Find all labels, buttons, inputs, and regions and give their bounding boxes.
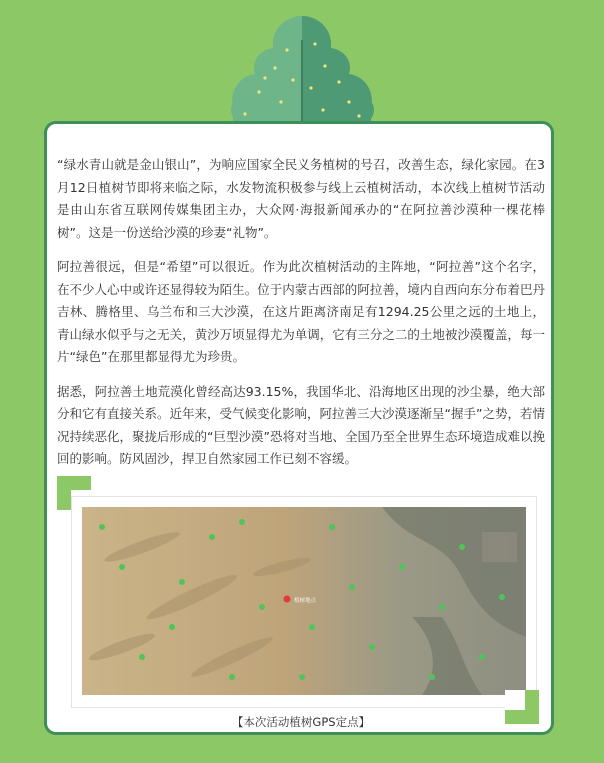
map-pin-icon [284,596,291,603]
article-body [57,154,545,483]
map-pin-label: 植树地点 [294,598,317,604]
paragraph-1: “绿水青山就是金山银山”，为响应国家全民义务植树的号召，改善生态，绿化家园。在3月12日植树节即将来临之际，水发物流积极参与线上云植树活动，本次线上植树节活动是由山东省互联网传媒集团主办，大众网·海报新闻承办的“在阿拉善沙漠种一棵花棒树”。这是一份送给沙漠的珍妻“礼物”。 [57,157,545,240]
tree-icon [215,10,390,128]
paragraph-2: 阿拉善很远，但是“希望”可以很近。作为此次植树活动的主阵地，“阿拉善”这个名字，在不少人心中或许还显得较为陌生。位于内蒙古西部的阿拉善，境内自西向东分布着巴丹吉林、腾格里、乌兰布和三大沙漠，在这片距离济南足有1294.25公里之远的土地上，青山绿水似乎与之无关，黄沙万顷显得尤为单调，它有三分之二的土地被沙漠覆盖，每一片“绿色”在那里都显得尤为珍贵。 [57,259,545,364]
photo-frame [71,496,537,708]
satellite-map-image [82,507,526,695]
figure-caption: 【本次活动植树GPS定点】 [231,715,371,729]
paragraph-3: 据悉，阿拉善土地荒漠化曾经高达93.15%，我国华北、沿海地区出现的沙尘暴，绝大部分和它有直接关系。近年来，受气候变化影响，阿拉善三大沙漠逐渐呈“握手”之势，若情况持续恶化，聚拢后形成的“巨型沙漠”恐将对当地、全国乃至全世界生态环境造成难以挽回的影响。防风固沙，捍卫自然家园工作已刻不容缓。 [57,383,545,466]
article-card [44,121,554,735]
map-figure [57,476,545,736]
